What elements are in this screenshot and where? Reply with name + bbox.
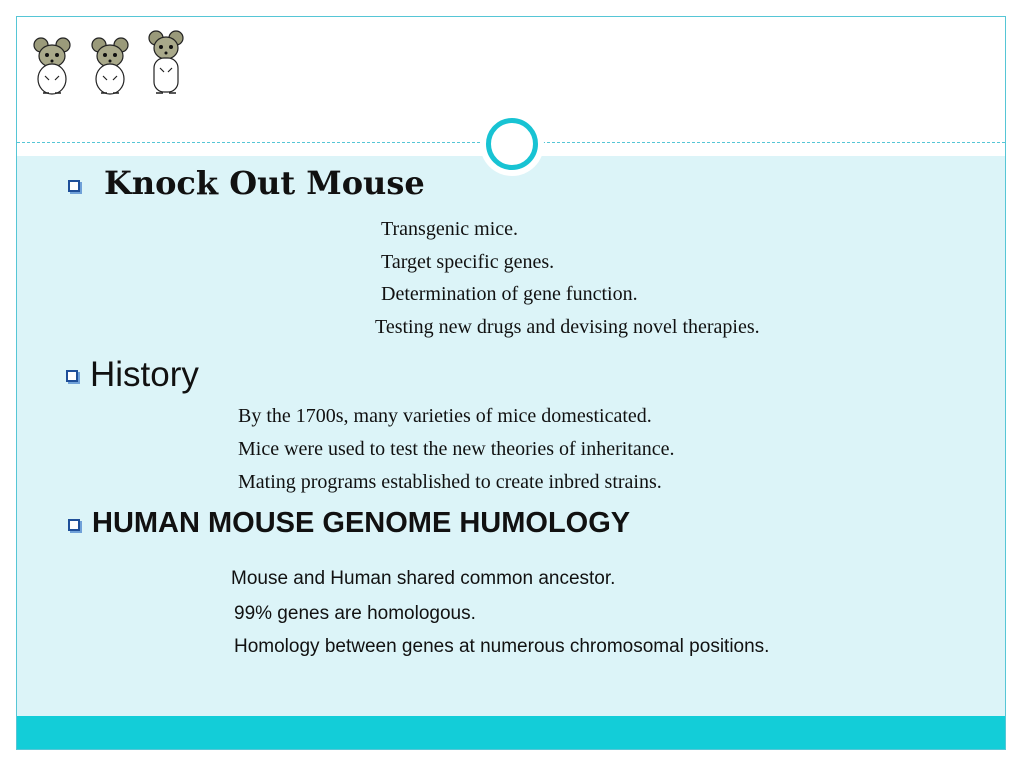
section-line: Target specific genes. xyxy=(381,251,555,273)
section-line: 99% genes are homologous. xyxy=(234,603,476,624)
section-line: Mice were used to test the new theories of inheritance. xyxy=(238,438,675,460)
mouse-icon xyxy=(90,36,130,96)
bullet-icon xyxy=(68,180,80,192)
section-line: By the 1700s, many varieties of mice domesticated. xyxy=(238,405,652,427)
mouse-icon xyxy=(146,30,186,96)
section-line: Mouse and Human shared common ancestor. xyxy=(231,568,616,589)
mouse-icon xyxy=(32,36,72,96)
footer-bar xyxy=(17,716,1005,749)
section-line: Determination of gene function. xyxy=(381,283,638,305)
section-heading: Knock Out Mouse xyxy=(104,164,425,202)
section-line: Transgenic mice. xyxy=(381,218,519,240)
section-line: Homology between genes at numerous chromosomal positions. xyxy=(234,636,770,657)
section-heading: History xyxy=(90,355,199,394)
bullet-icon xyxy=(66,370,78,382)
section-heading: HUMAN MOUSE GENOME HUMOLOGY xyxy=(92,507,631,539)
ring-ornament-inner xyxy=(486,118,538,170)
bullet-icon xyxy=(68,519,80,531)
section-line: Mating programs established to create inbred strains. xyxy=(238,471,662,493)
section-line: Testing new drugs and devising novel therapies. xyxy=(375,316,760,338)
